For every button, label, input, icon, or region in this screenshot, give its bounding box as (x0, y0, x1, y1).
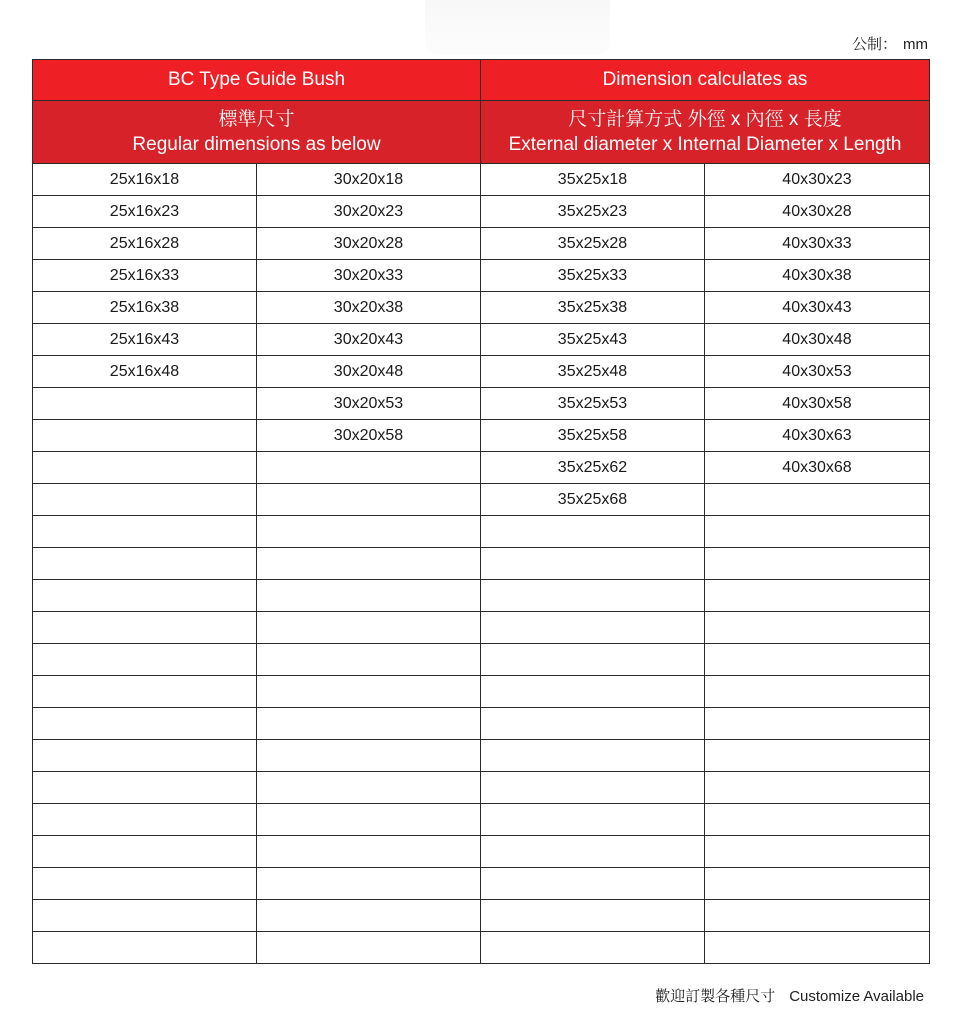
table-cell (705, 804, 930, 836)
table-row (33, 644, 930, 676)
table-cell: 35x25x38 (481, 292, 705, 324)
table-cell: 35x25x62 (481, 452, 705, 484)
table-cell (705, 900, 930, 932)
table-cell: 25x16x48 (33, 356, 257, 388)
table-cell (481, 836, 705, 868)
table-row (33, 804, 930, 836)
table-cell: 30x20x48 (257, 356, 481, 388)
table-row (33, 580, 930, 612)
table-cell (257, 900, 481, 932)
table-cell: 30x20x23 (257, 196, 481, 228)
table-cell (33, 772, 257, 804)
table-cell (481, 772, 705, 804)
table-cell: 30x20x58 (257, 420, 481, 452)
table-cell: 25x16x43 (33, 324, 257, 356)
table-cell: 40x30x23 (705, 164, 930, 196)
table-cell: 25x16x33 (33, 260, 257, 292)
table-cell: 35x25x33 (481, 260, 705, 292)
table-cell: 25x16x18 (33, 164, 257, 196)
table-row (33, 676, 930, 708)
table-cell (257, 580, 481, 612)
table-cell (705, 708, 930, 740)
table-title-row (33, 60, 930, 101)
table-cell (481, 580, 705, 612)
table-row (33, 516, 930, 548)
table-cell (257, 548, 481, 580)
table-cell: 40x30x63 (705, 420, 930, 452)
table-cell: 35x25x18 (481, 164, 705, 196)
table-cell: 30x20x53 (257, 388, 481, 420)
table-cell (705, 740, 930, 772)
table-cell (33, 868, 257, 900)
table-cell (705, 548, 930, 580)
table-cell (705, 644, 930, 676)
table-cell: 35x25x58 (481, 420, 705, 452)
table-cell (481, 644, 705, 676)
table-cell: 40x30x58 (705, 388, 930, 420)
regular-dimensions-zh: 標準尺寸 (218, 109, 295, 130)
table-row (33, 612, 930, 644)
table-cell: 30x20x28 (257, 228, 481, 260)
product-title: BC Type Guide Bush (33, 60, 481, 101)
table-cell: 40x30x43 (705, 292, 930, 324)
table-cell: 35x25x28 (481, 228, 705, 260)
formula-header (481, 101, 930, 164)
table-row (33, 452, 930, 484)
regular-dimensions-header (33, 101, 481, 164)
table-row (33, 484, 930, 516)
table-cell: 40x30x33 (705, 228, 930, 260)
table-row (33, 740, 930, 772)
table-cell (33, 676, 257, 708)
unit-indicator (852, 33, 928, 54)
table-cell (481, 804, 705, 836)
table-cell (705, 516, 930, 548)
table-cell: 35x25x48 (481, 356, 705, 388)
table-row (33, 708, 930, 740)
table-row (33, 836, 930, 868)
table-cell: 40x30x48 (705, 324, 930, 356)
table-cell (705, 676, 930, 708)
table-cell: 35x25x53 (481, 388, 705, 420)
table-row (33, 292, 930, 324)
table-cell (33, 836, 257, 868)
unit-label: 公制： (851, 36, 897, 53)
unit-value: mm (903, 36, 928, 53)
table-cell (257, 644, 481, 676)
formula-title: Dimension calculates as (481, 60, 930, 101)
table-cell (257, 708, 481, 740)
table-row (33, 228, 930, 260)
table-cell (33, 548, 257, 580)
footer-note (655, 985, 924, 1006)
table-cell: 25x16x23 (33, 196, 257, 228)
table-cell (257, 772, 481, 804)
table-cell (33, 484, 257, 516)
table-cell (33, 612, 257, 644)
table-cell (481, 612, 705, 644)
table-row (33, 324, 930, 356)
table-cell (257, 452, 481, 484)
table-cell: 40x30x68 (705, 452, 930, 484)
table-cell (481, 548, 705, 580)
table-cell: 35x25x23 (481, 196, 705, 228)
table-cell: 40x30x28 (705, 196, 930, 228)
table-cell: 30x20x18 (257, 164, 481, 196)
formula-zh: 尺寸計算方式 外徑 x 內徑 x 長度 (568, 109, 842, 130)
formula-en: External diameter x Internal Diameter x Length (508, 134, 902, 155)
table-cell (481, 676, 705, 708)
table-cell (705, 772, 930, 804)
table-cell: 35x25x68 (481, 484, 705, 516)
table-cell (481, 868, 705, 900)
dimension-table (32, 59, 930, 964)
table-row (33, 260, 930, 292)
footer-en: Customize Available (789, 988, 924, 1005)
table-cell (705, 484, 930, 516)
table-cell (705, 868, 930, 900)
table-cell: 30x20x43 (257, 324, 481, 356)
table-cell (257, 676, 481, 708)
table-cell: 30x20x38 (257, 292, 481, 324)
table-cell (33, 644, 257, 676)
table-cell (33, 708, 257, 740)
table-row (33, 548, 930, 580)
table-row (33, 772, 930, 804)
table-row (33, 932, 930, 964)
table-cell (481, 516, 705, 548)
table-cell (481, 740, 705, 772)
table-cell (33, 932, 257, 964)
table-cell (481, 708, 705, 740)
table-cell (33, 804, 257, 836)
table-cell (481, 900, 705, 932)
table-cell: 40x30x53 (705, 356, 930, 388)
table-cell (257, 836, 481, 868)
table-cell: 30x20x33 (257, 260, 481, 292)
table-cell (257, 932, 481, 964)
table-cell: 25x16x28 (33, 228, 257, 260)
table-cell (257, 484, 481, 516)
table-row (33, 868, 930, 900)
table-cell: 40x30x38 (705, 260, 930, 292)
table-cell (705, 836, 930, 868)
table-row (33, 164, 930, 196)
table-row (33, 420, 930, 452)
table-cell: 35x25x43 (481, 324, 705, 356)
table-cell (705, 932, 930, 964)
table-cell (257, 804, 481, 836)
table-row (33, 356, 930, 388)
product-image-fragment (425, 0, 610, 55)
table-cell (481, 932, 705, 964)
table-cell (257, 740, 481, 772)
table-cell (33, 388, 257, 420)
table-cell (705, 580, 930, 612)
table-cell (257, 868, 481, 900)
table-cell (257, 516, 481, 548)
table-cell (33, 452, 257, 484)
table-cell (257, 612, 481, 644)
table-cell: 25x16x38 (33, 292, 257, 324)
table-row (33, 388, 930, 420)
regular-dimensions-en: Regular dimensions as below (132, 134, 381, 155)
table-subtitle-row (33, 101, 930, 164)
table-row (33, 900, 930, 932)
table-cell (33, 420, 257, 452)
footer-zh: 歡迎訂製各種尺寸 (655, 988, 776, 1005)
table-cell (33, 900, 257, 932)
table-cell (33, 740, 257, 772)
table-row (33, 196, 930, 228)
table-cell (33, 516, 257, 548)
table-cell (705, 612, 930, 644)
table-cell (33, 580, 257, 612)
